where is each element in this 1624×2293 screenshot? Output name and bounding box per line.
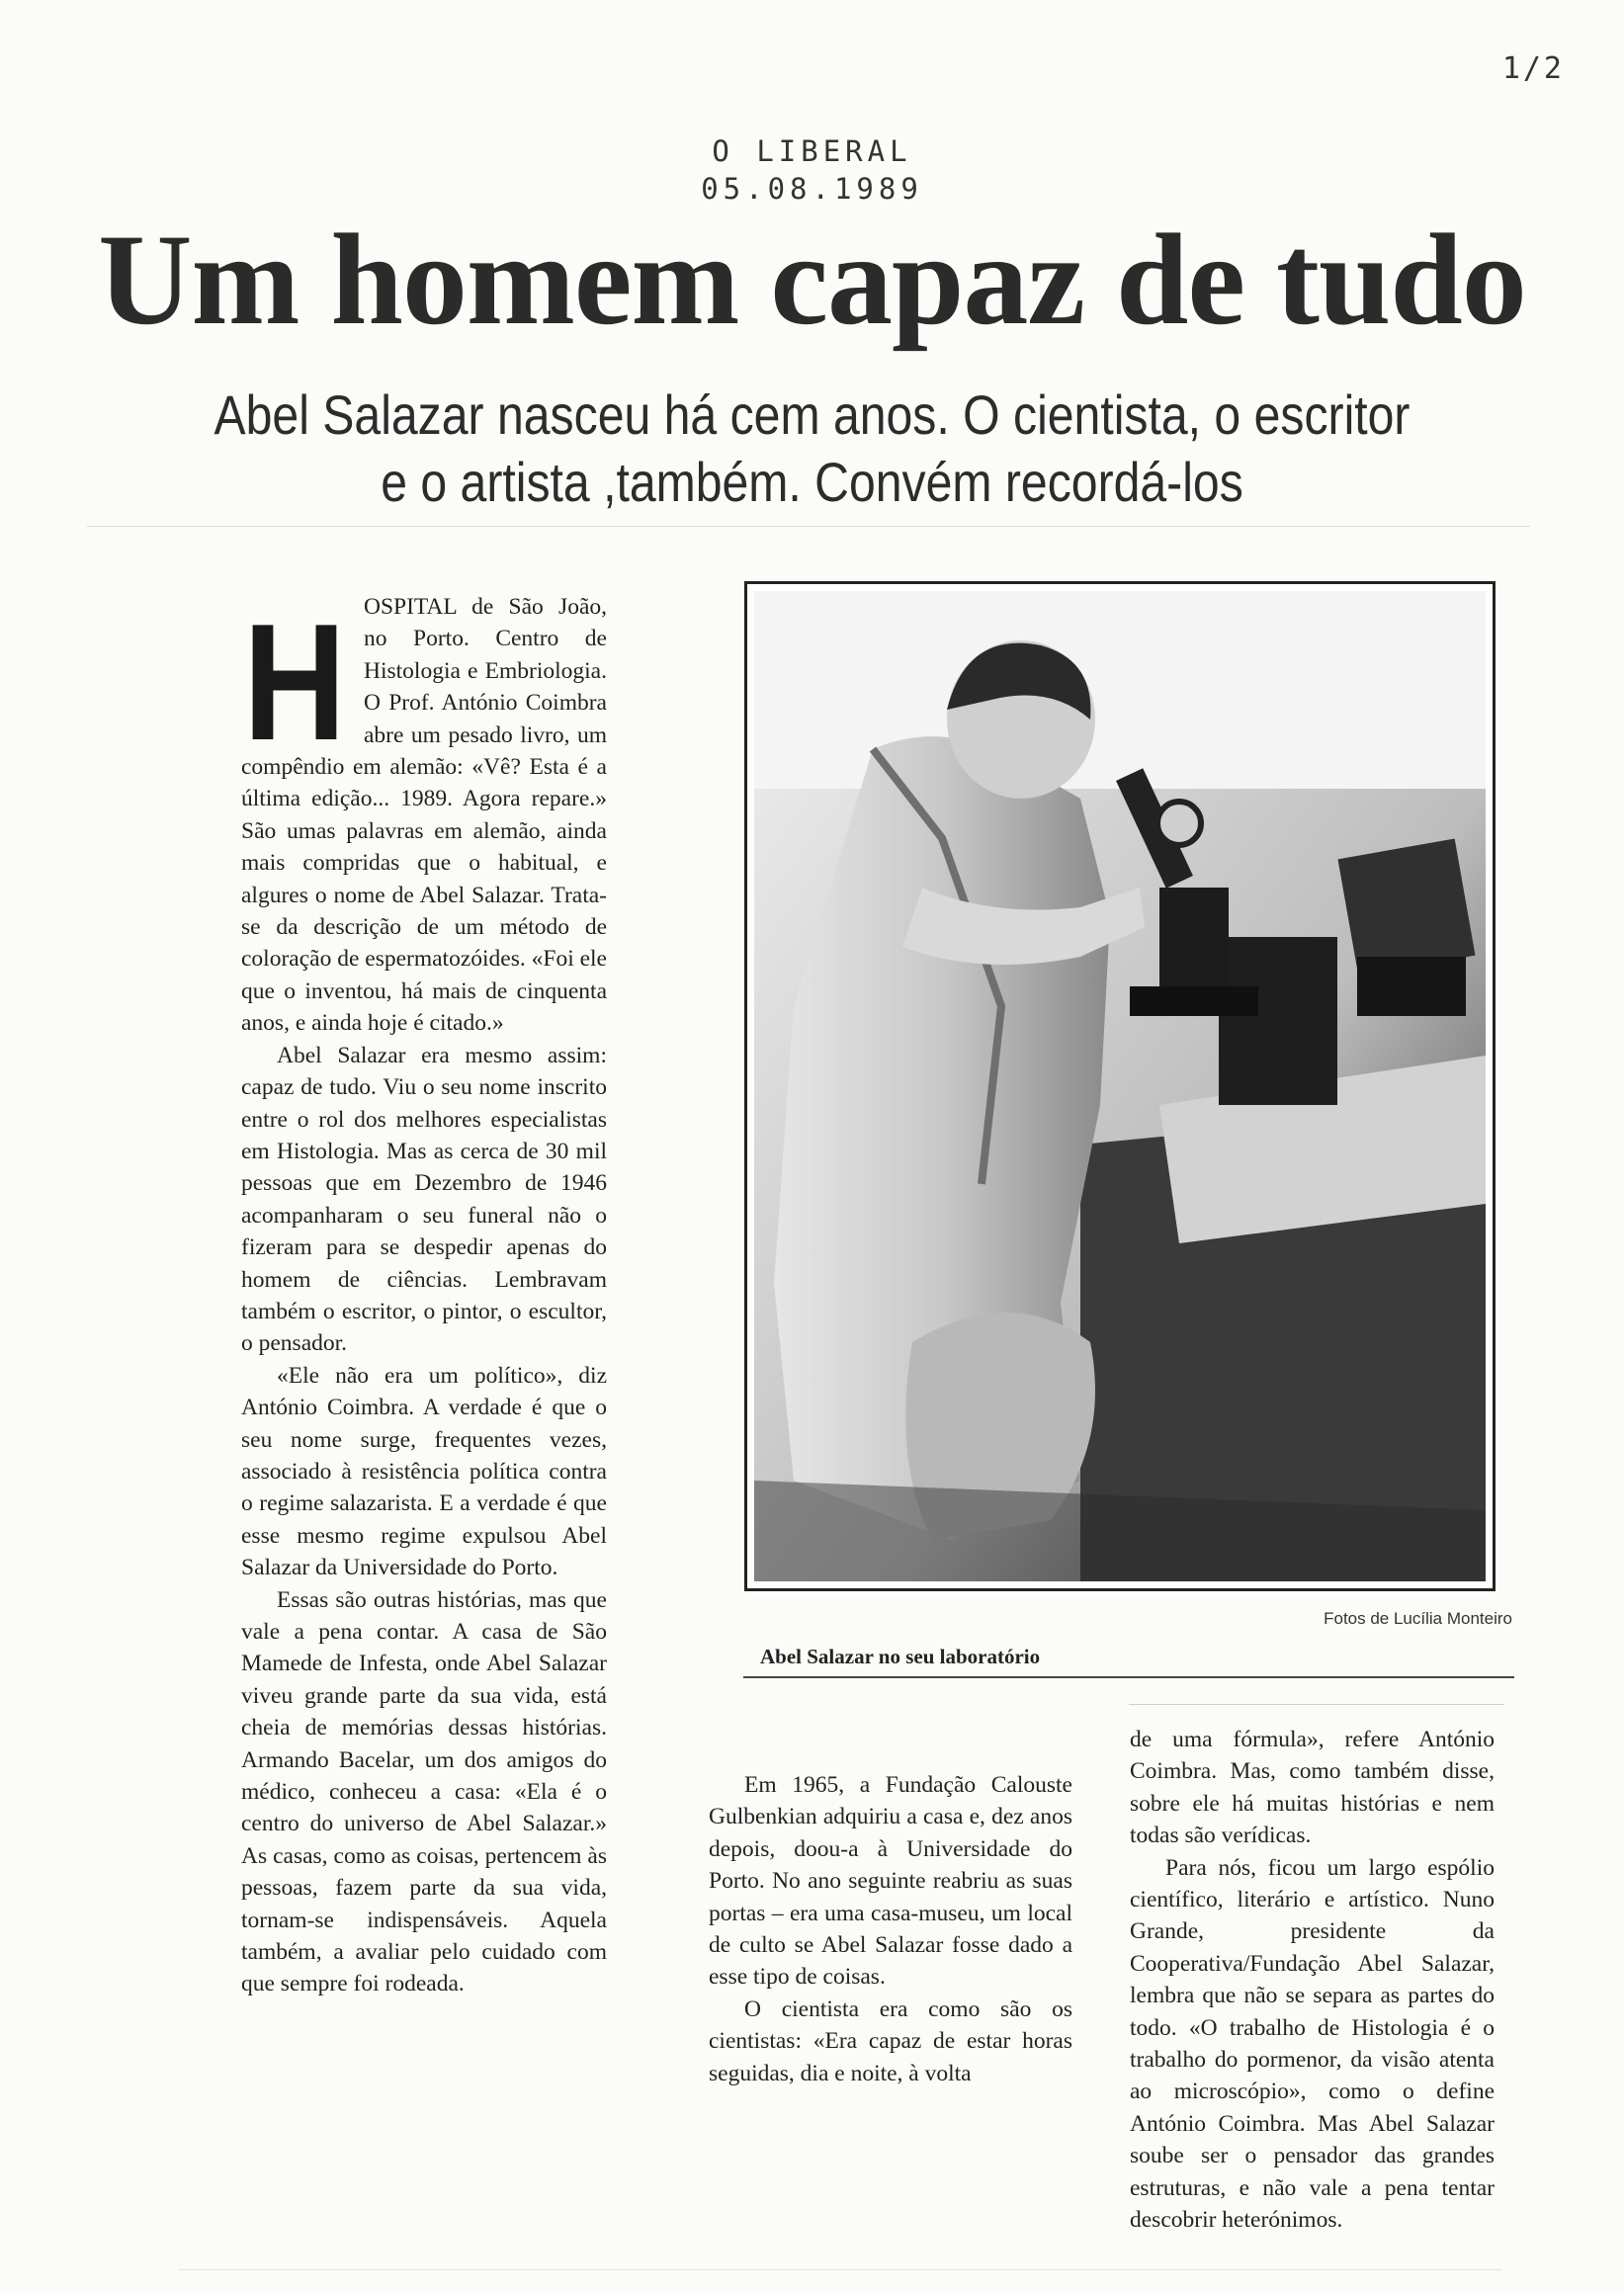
column-3-rule bbox=[1129, 1704, 1504, 1705]
article-column-1 bbox=[241, 591, 607, 2000]
headline: Um homem capaz de tudo bbox=[98, 207, 1526, 352]
photo-frame bbox=[744, 581, 1496, 1591]
paragraph: Em 1965, a Fundação Calouste Gulbenkian adquiriu a casa e, dez anos depois, doou-a à Universidade do Porto. No ano seguinte reabriu as suas portas – era uma casa-museu, um local de culto se Abel Salazar fosse dado a esse tipo de coisas. bbox=[709, 1772, 1072, 1991]
header-rule bbox=[87, 526, 1530, 527]
subheadline-line-1: Abel Salazar nasceu há cem anos. O cientista, o escritor bbox=[214, 383, 1410, 446]
dropcap-letter bbox=[241, 589, 348, 775]
publication-date: 05.08.1989 bbox=[701, 172, 923, 206]
masthead bbox=[0, 132, 1624, 208]
photo-credit: Fotos de Lucília Monteiro bbox=[1324, 1609, 1512, 1628]
dropcap-glyph: H bbox=[243, 589, 346, 775]
footer-rule bbox=[178, 2269, 1502, 2270]
paragraph: «Ele não era um político», diz António Coimbra. A verdade é que o seu nome surge, frequentes vezes, associado à resistência política contra o regime salazarista. E a verdade é que esse mesmo regime expulsou Abel Salazar da Universidade do Porto. bbox=[241, 1362, 607, 1581]
caption-rule bbox=[743, 1676, 1514, 1678]
publication-name: O LIBERAL bbox=[712, 134, 912, 168]
paragraph: Abel Salazar era mesmo assim: capaz de tudo. Viu o seu nome inscrito entre o rol dos melhores especialistas em Histologia. Mas as cerca de 30 mil pessoas que em Dezembro de 1946 acompanharam o seu funeral não o fizeram para se despedir apenas do homem de ciências. Lembravam também o escritor, o pintor, o escultor, o pensador. bbox=[241, 1042, 607, 1357]
article-column-3 bbox=[1130, 1724, 1495, 2237]
paragraph: OSPITAL de São João, no Porto. Centro de Histologia e Embriologia. O Prof. António Coimbra abre um pesado livro, um compêndio em alemão: «Vê? Esta é a última edição... 1989. Agora repare.» São umas palavras em alemão, ainda mais compridas que o habitual, e algures o nome de Abel Salazar. Trata-se da descrição de um método de coloração de espermatozóides. «Foi ele que o inventou, há mais de cinquenta anos, e ainda hoje é citado.» bbox=[241, 594, 607, 1037]
dropcap bbox=[241, 589, 348, 775]
laboratory-photo bbox=[754, 591, 1486, 1581]
subheadline-line-2: e o artista ,também. Convém recordá-los bbox=[381, 451, 1243, 513]
paragraph: O cientista era como são os cientistas: «Era capaz de estar horas seguidas, dia e noite, à volta bbox=[709, 1996, 1072, 2086]
page-number: 1/2 bbox=[1501, 51, 1565, 86]
article-column-2 bbox=[709, 1769, 1072, 2089]
subheadline bbox=[114, 382, 1510, 516]
photo-caption: Abel Salazar no seu laboratório bbox=[760, 1645, 1041, 1668]
paragraph: Para nós, ficou um largo espólio científico, literário e artístico. Nuno Grande, presidente da Cooperativa/Fundação Abel Salazar, lembra que não se separa as partes do todo. «O trabalho de Histologia é o trabalho do pormenor, da visão atenta ao microscópio», como o define António Coimbra. Mas Abel Salazar soube ser o pensador das grandes estruturas, e não vale a pena tentar descobrir heterónimos. bbox=[1130, 1854, 1495, 2234]
paragraph: de uma fórmula», refere António Coimbra. Mas, como também disse, sobre ele há muitas histórias e nem todas são verídicas. bbox=[1130, 1727, 1495, 1849]
paragraph: Essas são outras histórias, mas que vale a pena contar. A casa de São Mamede de Infesta, onde Abel Salazar viveu grande parte da sua vida, está cheia de memórias dessas histórias. Armando Bacelar, um dos amigos do médico, conheceu a casa: «Ela é o centro do universo de Abel Salazar.» As casas, como as coisas, pertencem às pessoas, fazem parte da sua vida, tornam-se indispensáveis. Aquela também, a avaliar pelo cuidado com que sempre foi rodeada. bbox=[241, 1586, 607, 1997]
